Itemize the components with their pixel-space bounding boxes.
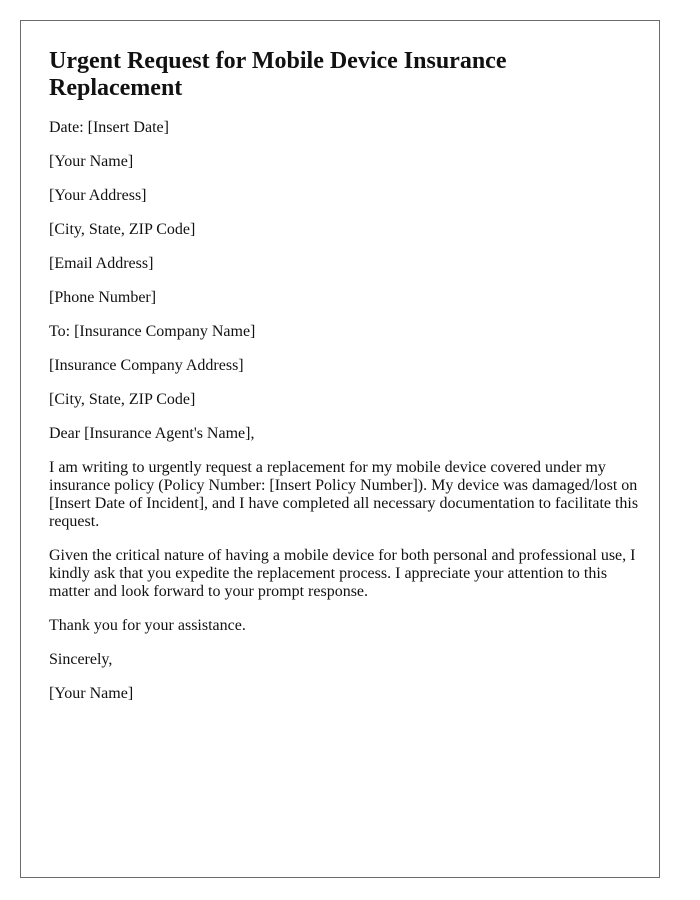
letter-title: Urgent Request for Mobile Device Insurance Replacement <box>49 48 507 101</box>
body-paragraph-request: I am writing to urgently request a replacement for my mobile device covered under my insurance policy (Policy Number: [Insert Policy Number]). My device was damaged/lost on [Insert Date of Incident], and I have completed all necessary documentation to facilitate this request. <box>49 459 639 530</box>
sender-address: [Your Address] <box>49 187 147 204</box>
letter-content <box>49 48 639 719</box>
letter-page <box>20 20 660 878</box>
sender-name: [Your Name] <box>49 153 134 170</box>
recipient-company: To: [Insurance Company Name] <box>49 323 256 340</box>
body-paragraph-thanks: Thank you for your assistance. <box>49 617 246 634</box>
closing: Sincerely, <box>49 651 113 668</box>
sender-city-state-zip: [City, State, ZIP Code] <box>49 221 196 238</box>
signature-name: [Your Name] <box>49 685 134 702</box>
sender-phone: [Phone Number] <box>49 289 157 306</box>
body-paragraph-expedite: Given the critical nature of having a mobile device for both personal and professional use, I kindly ask that you expedite the replacement process. I appreciate your attention to this matter and look forward to your prompt response. <box>49 547 636 600</box>
letter-date: Date: [Insert Date] <box>49 119 169 136</box>
salutation: Dear [Insurance Agent's Name], <box>49 425 255 442</box>
recipient-address: [Insurance Company Address] <box>49 357 244 374</box>
sender-email: [Email Address] <box>49 255 154 272</box>
recipient-city-state-zip: [City, State, ZIP Code] <box>49 391 196 408</box>
